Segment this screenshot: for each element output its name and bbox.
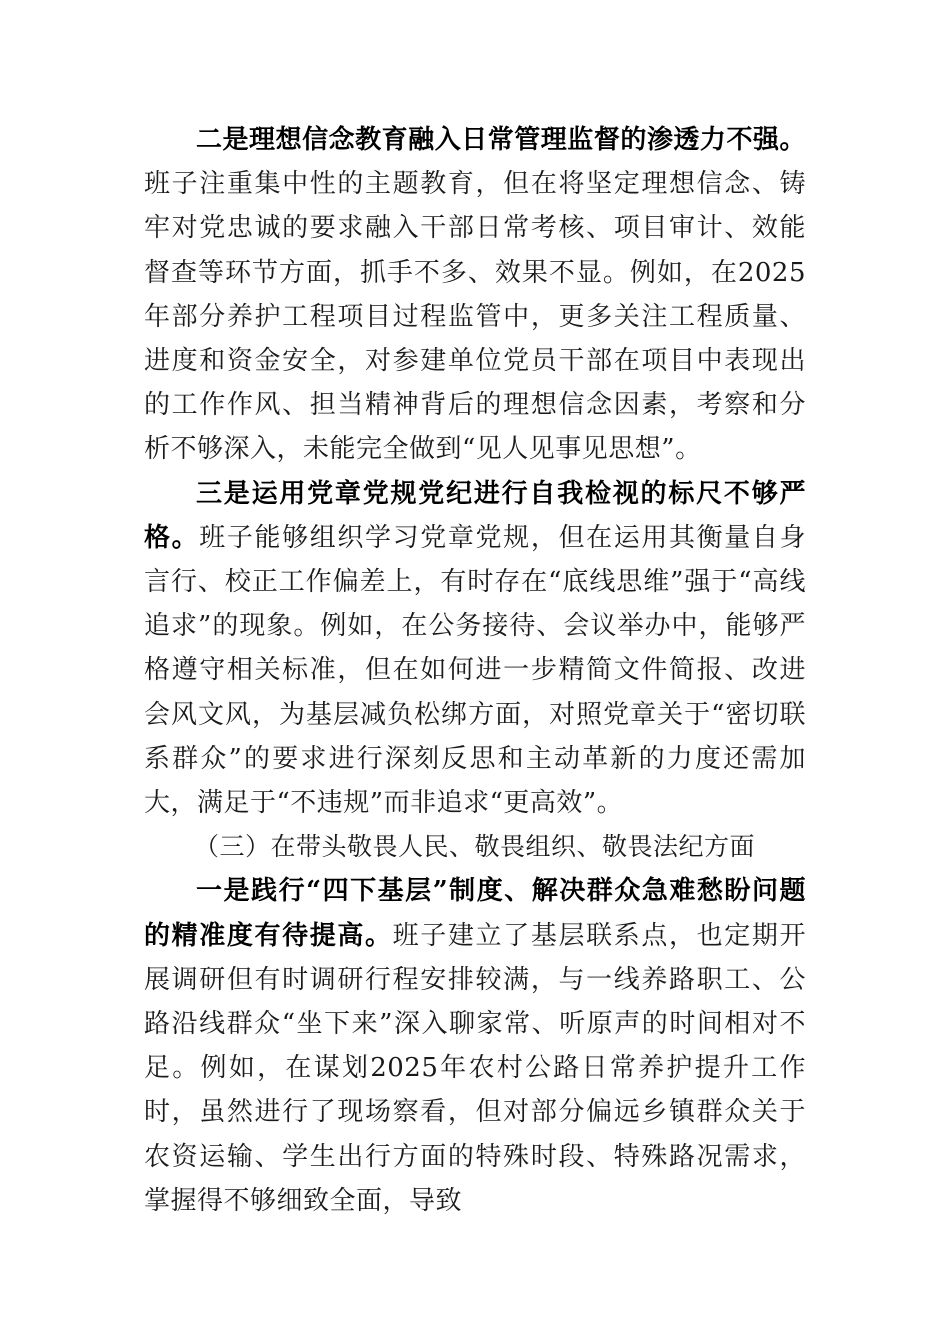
paragraph-text: 班子能够组织学习党章党规，但在运用其衡量自身言行、校正工作偏差上，有时存在“底线思维”强于“高线追求”的现象。例如，在公务接待、会议举办中，能够严格遵守相关标准，但在如何进一步精简文件简报、改进会风文风，为基层减负松绑方面，对照党章关于“密切联系群众”的要求进行深刻反思和主动革新的力度还需加大，满足于“不违规”而非追求“更高效”。 [144,522,806,819]
document-body [144,118,806,1223]
paragraph-grassroots [144,869,806,1223]
section-heading: （三）在带头敬畏人民、敬畏组织、敬畏法纪方面 [194,832,756,862]
paragraph-lead: 三是运用党章党规党纪进行自我检视的标尺不够严格。 [144,478,806,553]
paragraph-lead: 一是践行“四下基层”制度、解决群众急难愁盼问题的精准度有待提高。 [144,876,806,951]
paragraph-lead: 二是理想信念教育融入日常管理监督的渗透力不强。 [196,125,806,155]
paragraph-party-rules [144,472,806,826]
paragraph-ideals-education [144,118,806,472]
paragraph-text: 班子建立了基层联系点，也定期开展调研但有时调研行程安排较满，与一线养路职工、公路沿线群众“坐下来”深入聊家常、听原声的时间相对不足。例如，在谋划2025年农村公路日常养护提升工作时，虽然进行了现场察看，但对部分偏远乡镇群众关于农资运输、学生出行方面的特殊时段、特殊路况需求，掌握得不够细致全面，导致 [144,920,806,1216]
paragraph-text: 班子注重集中性的主题教育，但在将坚定理想信念、铸牢对党忠诚的要求融入干部日常考核、项目审计、效能督查等环节方面，抓手不多、效果不显。例如，在2025年部分养护工程项目过程监管中，更多关注工程质量、进度和资金安全，对参建单位党员干部在项目中表现出的工作作风、担当精神背后的理想信念因素，考察和分析不够深入，未能完全做到“见人见事见思想”。 [144,169,806,465]
